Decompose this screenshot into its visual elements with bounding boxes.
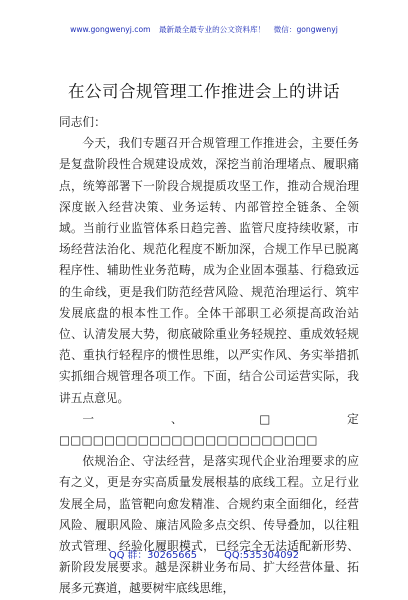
header-tagline: 最新最全最专业的公文资料库！ — [158, 25, 266, 34]
section-heading-text: 一、□定□□□□□□□□□□□□□□□□□□□□□□□ — [59, 411, 359, 448]
document-title: 在公司合规管理工作推进会上的讲话 — [68, 82, 340, 101]
intro-paragraph: 今天，我们专题召开合规管理工作推进会，主要任务是复盘阶段性合规建设成效，深挖当前治理堵点、履职痛点，统筹部署下一阶段合规提质攻坚工作，推动合规治理深度嵌入经营决策、业务运转、内部管控全链条、全领域。当前行业监管体系日趋完善、监管尺度持续收紧，市场经营法治化、规范化程度不断加深，合规工作早已脱离程序性、辅助性业务范畴，成为企业固本强基、行稳致远的生命线，更是我们防范经营风险、规范治理运行、筑牢发展底盘的根本性工作。全体干部职工必须提高政治站位、认清发展大势，彻底破除重业务轻规控、重成效轻规范、重执行轻程序的惯性思维，以严实作风、务实举措抓实抓细合规管理各项工作。下面，结合公司运营实际，我讲五点意见。 — [59, 136, 359, 405]
section-heading — [59, 409, 359, 451]
footer-qq: QQ:535304092 — [224, 550, 299, 561]
salutation: 同志们： — [59, 115, 106, 129]
section-paragraph: 依规治企、守法经营，是落实现代企业治理要求的应有之义，更是夯实高质量发展根基的底线工程。立足行业发展全局，监管靶向愈发精准、合规约束全面细化，经营风险、履职风险、廉洁风险多点交织、传导叠加，以往粗放式管理、经验化履职模式，已经完全无法适配新形势、新阶段发展要求。越是深耕业务布局、扩大经营体量、拓展多元赛道，越要树牢底线思维， — [59, 454, 359, 596]
footer-qq-group: QQ 群：30265665 — [109, 550, 198, 561]
header-wechat: 微信：gongwenyj — [273, 25, 338, 34]
page-header — [0, 24, 408, 35]
header-site-link[interactable]: www.gongwenyj.com — [70, 25, 151, 34]
document-body — [59, 112, 359, 600]
page-footer — [0, 547, 408, 561]
